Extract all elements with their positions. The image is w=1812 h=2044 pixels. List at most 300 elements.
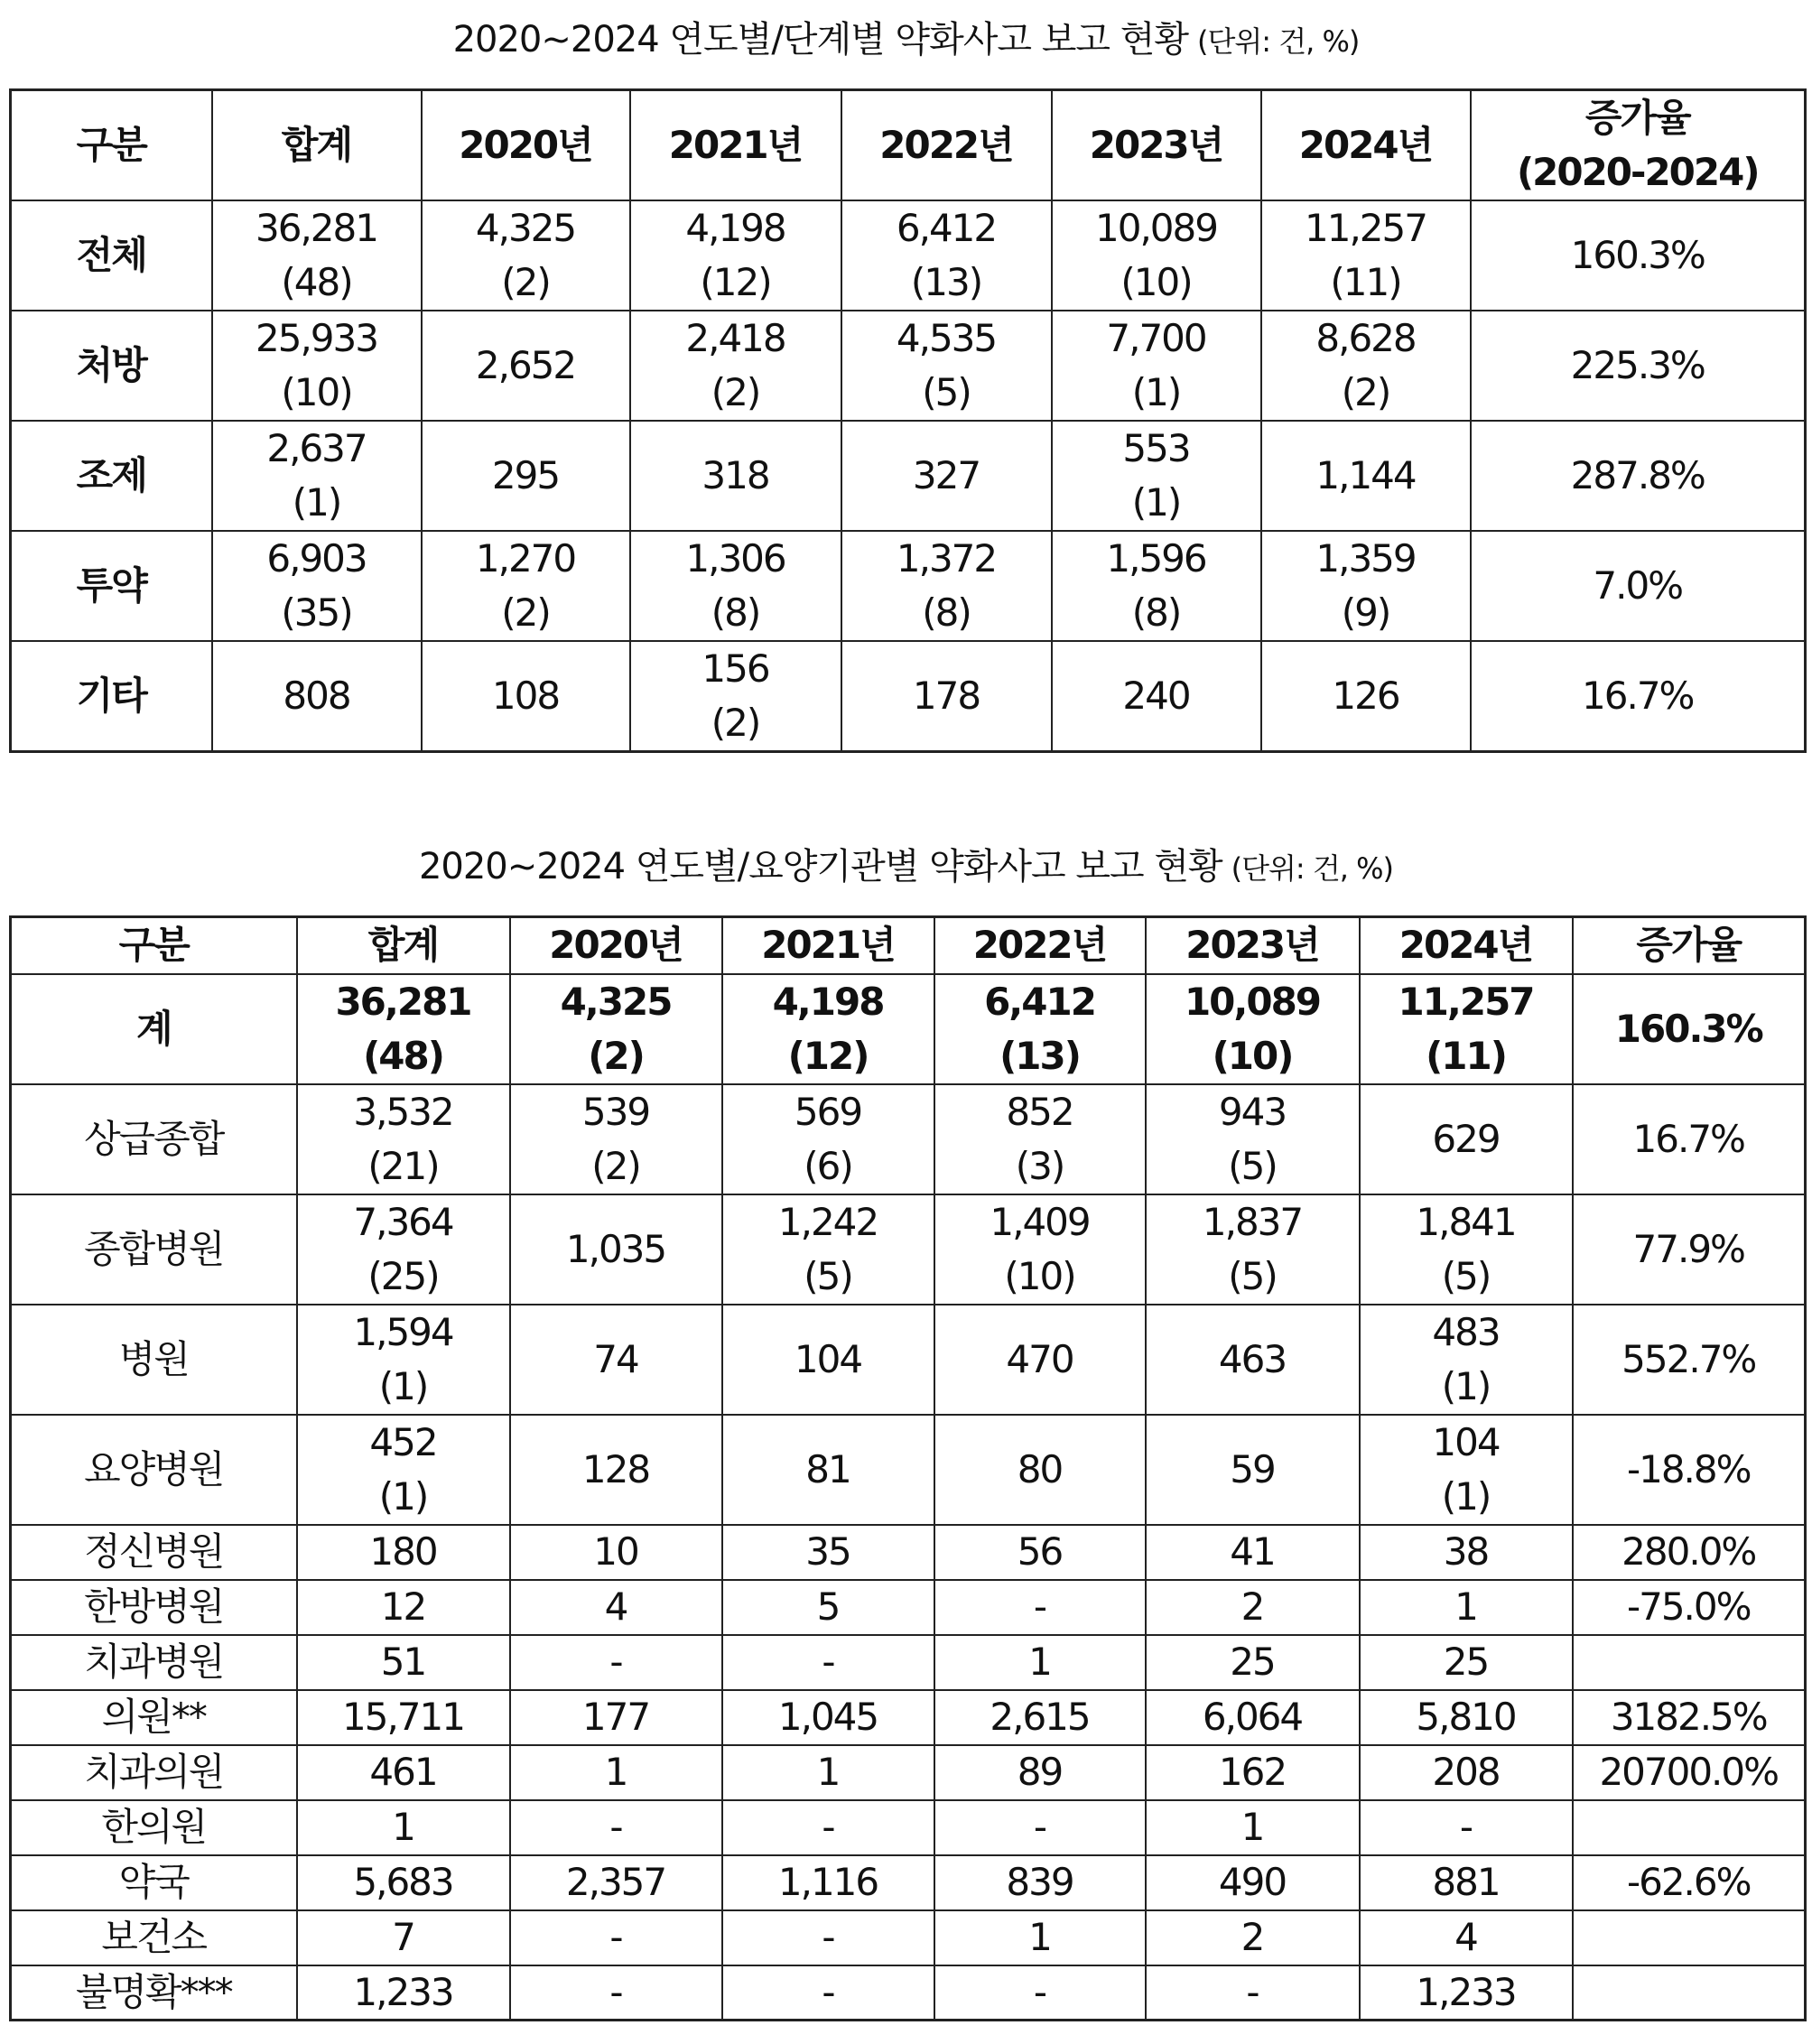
- cell-line: 1,233: [353, 1969, 453, 2014]
- table-cell: [1360, 974, 1573, 1084]
- cell-line: -: [1033, 1584, 1046, 1629]
- table-cell: [934, 1745, 1146, 1800]
- table-cell: [841, 421, 1052, 531]
- cell-line: 1: [1241, 1805, 1264, 1849]
- table-cell: [212, 641, 422, 752]
- table-cell: [1573, 1194, 1806, 1305]
- table-cell: [841, 200, 1052, 311]
- cell-line: 156: [702, 646, 769, 691]
- cell-line: 56: [1017, 1529, 1063, 1574]
- table-cell: [1471, 531, 1806, 641]
- table-cell: [1146, 1800, 1360, 1855]
- row-label: 한의원: [11, 1800, 297, 1855]
- table-cell: [722, 1305, 934, 1415]
- cell-line: 1: [1028, 1915, 1051, 1959]
- cell-line: 7.0%: [1593, 563, 1683, 608]
- cell-line: (2): [591, 1143, 640, 1188]
- institution-report-table: [9, 915, 1807, 2021]
- table-cell: [297, 1580, 510, 1635]
- row-label: 병원: [11, 1305, 297, 1415]
- cell-line: 1: [604, 1750, 627, 1794]
- row-label: 투약: [11, 531, 212, 641]
- cell-line: (8): [922, 590, 971, 635]
- cell-line: 1,409: [990, 1199, 1090, 1244]
- row-label: 불명확***: [11, 1965, 297, 2021]
- cell-line: 881: [1432, 1860, 1500, 1904]
- table-cell: [212, 421, 422, 531]
- cell-line: (1): [1131, 480, 1181, 525]
- table-cell: [422, 200, 630, 311]
- table-row: [11, 1305, 1806, 1415]
- column-header: 2020년: [510, 917, 722, 974]
- table-cell: [297, 1635, 510, 1690]
- cell-line: 4,198: [772, 979, 884, 1024]
- table-cell: [934, 1910, 1146, 1965]
- table-row: [11, 1910, 1806, 1965]
- cell-line: 318: [702, 453, 769, 497]
- table-cell: [1146, 1690, 1360, 1745]
- table-row: [11, 1690, 1806, 1745]
- cell-line: 1,242: [777, 1199, 878, 1244]
- cell-line: (5): [1228, 1143, 1277, 1188]
- table-cell: [1146, 1580, 1360, 1635]
- cell-line: 2,652: [475, 343, 576, 387]
- table-cell: [630, 531, 841, 641]
- row-label: 정신병원: [11, 1525, 297, 1580]
- table-row: [11, 311, 1806, 421]
- cell-line: 1,116: [777, 1860, 878, 1904]
- table-cell: [510, 974, 722, 1084]
- header-line: 증가율: [1636, 923, 1742, 968]
- cell-line: -: [1246, 1969, 1259, 2014]
- cell-line: 16.7%: [1632, 1116, 1744, 1161]
- table-cell: [1261, 200, 1471, 311]
- cell-line: -: [609, 1640, 622, 1684]
- table-cell: [1573, 1745, 1806, 1800]
- table-cell: [212, 531, 422, 641]
- cell-line: (1): [292, 480, 341, 525]
- cell-line: 470: [1006, 1336, 1073, 1381]
- table-cell: [1573, 1580, 1806, 1635]
- cell-line: (21): [367, 1143, 439, 1188]
- row-label: 조제: [11, 421, 212, 531]
- cell-line: 287.8%: [1570, 453, 1705, 497]
- table-cell: [1261, 531, 1471, 641]
- table-cell: [510, 1525, 722, 1580]
- cell-line: 2,418: [685, 316, 785, 360]
- table-cell: [1573, 1415, 1806, 1525]
- row-label: 처방: [11, 311, 212, 421]
- column-header: 2023년: [1052, 90, 1261, 201]
- table1-unit: (단위: 건, %): [1196, 24, 1360, 59]
- table-cell: [297, 1855, 510, 1910]
- table-cell: [510, 1965, 722, 2021]
- cell-line: 4,198: [685, 206, 785, 250]
- table-cell: [934, 1855, 1146, 1910]
- cell-line: 2: [1241, 1584, 1264, 1629]
- table-cell: [1360, 1580, 1573, 1635]
- cell-line: 4,535: [896, 316, 997, 360]
- row-label: 의원**: [11, 1690, 297, 1745]
- cell-line: (2): [1341, 370, 1390, 414]
- cell-line: 104: [1432, 1419, 1500, 1464]
- column-header: 2024년: [1360, 917, 1573, 974]
- table-cell: [934, 1690, 1146, 1745]
- cell-line: (13): [910, 260, 982, 304]
- stage-report-table: [9, 88, 1807, 753]
- table-cell: [510, 1305, 722, 1415]
- table-cell: [1052, 421, 1261, 531]
- cell-line: 6,412: [896, 206, 997, 250]
- cell-line: (9): [1341, 590, 1390, 635]
- cell-line: -: [1033, 1969, 1046, 2014]
- table-cell: [510, 1910, 722, 1965]
- table-cell: [297, 1965, 510, 2021]
- cell-line: 74: [593, 1336, 638, 1381]
- cell-line: (1): [378, 1363, 428, 1408]
- cell-line: 6,903: [266, 536, 367, 581]
- cell-line: 7: [392, 1915, 414, 1959]
- table-cell: [1360, 1415, 1573, 1525]
- cell-line: 1,233: [1416, 1969, 1516, 2014]
- header-row: [11, 90, 1806, 201]
- cell-line: 1,359: [1315, 536, 1416, 581]
- table1-title: [0, 11, 1812, 62]
- table-cell: [630, 421, 841, 531]
- cell-line: 839: [1006, 1860, 1073, 1904]
- header-line: 증가율: [1584, 96, 1690, 140]
- cell-line: 108: [491, 674, 560, 718]
- table-row: [11, 1965, 1806, 2021]
- column-header: 합계: [297, 917, 510, 974]
- cell-line: 2,615: [990, 1695, 1090, 1739]
- cell-line: 25: [1230, 1640, 1275, 1684]
- table-cell: [934, 1525, 1146, 1580]
- column-header: 2023년: [1146, 917, 1360, 974]
- table-cell: [1146, 1305, 1360, 1415]
- table-cell: [722, 1855, 934, 1910]
- cell-line: 104: [794, 1336, 862, 1381]
- table-cell: [934, 1305, 1146, 1415]
- header-row: [11, 917, 1806, 974]
- cell-line: (10): [1004, 1253, 1075, 1298]
- table-cell: [297, 974, 510, 1084]
- table-row: [11, 1800, 1806, 1855]
- cell-line: 51: [380, 1640, 426, 1684]
- cell-line: -: [1459, 1805, 1473, 1849]
- table-cell: [297, 1745, 510, 1800]
- table-row: [11, 1525, 1806, 1580]
- table-cell: [1261, 311, 1471, 421]
- cell-line: (12): [787, 1033, 869, 1078]
- cell-line: 1,306: [685, 536, 785, 581]
- cell-line: -75.0%: [1626, 1584, 1751, 1629]
- table-row: [11, 1580, 1806, 1635]
- cell-line: 35: [805, 1529, 850, 1574]
- cell-line: 808: [283, 674, 350, 718]
- table-cell: [630, 641, 841, 752]
- table-cell: [1146, 1635, 1360, 1690]
- cell-line: (10): [1212, 1033, 1293, 1078]
- table-cell: [722, 1910, 934, 1965]
- table-cell: [1146, 1084, 1360, 1194]
- cell-line: 4,325: [475, 206, 576, 250]
- table-cell: [297, 1690, 510, 1745]
- cell-line: 89: [1017, 1750, 1063, 1794]
- table-cell: [422, 641, 630, 752]
- cell-line: 128: [581, 1446, 650, 1491]
- table-cell: [1360, 1635, 1573, 1690]
- table-cell: [722, 974, 934, 1084]
- table-row: [11, 1635, 1806, 1690]
- table-cell: [934, 1084, 1146, 1194]
- table-cell: [1573, 1084, 1806, 1194]
- cell-line: 178: [912, 674, 980, 718]
- row-label: 계: [11, 974, 297, 1084]
- table-cell: [722, 1800, 934, 1855]
- table-cell: [1471, 311, 1806, 421]
- cell-line: 59: [1230, 1446, 1275, 1491]
- table-cell: [1471, 200, 1806, 311]
- table-cell: [1146, 1855, 1360, 1910]
- cell-line: (11): [1330, 260, 1401, 304]
- table-cell: [722, 1084, 934, 1194]
- cell-line: 1: [1454, 1584, 1477, 1629]
- table-cell: [934, 1800, 1146, 1855]
- cell-line: (8): [1131, 590, 1181, 635]
- cell-line: 2,637: [266, 426, 367, 470]
- table-cell: [1573, 1690, 1806, 1745]
- cell-line: (5): [1441, 1253, 1491, 1298]
- cell-line: 126: [1332, 674, 1399, 718]
- table-cell: [510, 1194, 722, 1305]
- table-cell: [934, 1415, 1146, 1525]
- table-cell: [510, 1855, 722, 1910]
- row-label: 종합병원: [11, 1194, 297, 1305]
- cell-line: (2): [501, 260, 550, 304]
- cell-line: -62.6%: [1626, 1860, 1751, 1904]
- table-cell: [1573, 1965, 1806, 2021]
- cell-line: 629: [1432, 1116, 1500, 1161]
- cell-line: 38: [1443, 1529, 1489, 1574]
- table-cell: [841, 531, 1052, 641]
- table-cell: [841, 641, 1052, 752]
- table-cell: [212, 311, 422, 421]
- cell-line: 41: [1230, 1529, 1275, 1574]
- header-line: (2020-2024): [1516, 150, 1759, 194]
- table-cell: [1360, 1965, 1573, 2021]
- cell-line: (35): [281, 590, 352, 635]
- cell-line: 1,270: [475, 536, 576, 581]
- cell-line: 1,596: [1106, 536, 1206, 581]
- cell-line: 160.3%: [1614, 1006, 1762, 1051]
- cell-line: 4,325: [560, 979, 672, 1024]
- cell-line: -: [609, 1805, 622, 1849]
- cell-line: (2): [588, 1033, 644, 1078]
- table-cell: [1471, 421, 1806, 531]
- table-cell: [934, 974, 1146, 1084]
- table-cell: [1360, 1745, 1573, 1800]
- cell-line: (5): [1228, 1253, 1277, 1298]
- table-cell: [630, 311, 841, 421]
- cell-line: 3,532: [353, 1089, 453, 1134]
- table-cell: [722, 1745, 934, 1800]
- table-cell: [1052, 641, 1261, 752]
- table-cell: [1573, 1855, 1806, 1910]
- cell-line: 490: [1218, 1860, 1287, 1904]
- cell-line: 461: [369, 1750, 437, 1794]
- cell-line: 1,841: [1416, 1199, 1516, 1244]
- table-cell: [1052, 531, 1261, 641]
- table-cell: [510, 1690, 722, 1745]
- cell-line: 327: [912, 453, 980, 497]
- table-cell: [422, 531, 630, 641]
- cell-line: 11,257: [1305, 206, 1426, 250]
- cell-line: -: [822, 1640, 834, 1684]
- cell-line: 1: [816, 1750, 840, 1794]
- cell-line: 295: [491, 453, 560, 497]
- cell-line: (1): [1441, 1473, 1491, 1519]
- cell-line: 81: [805, 1446, 850, 1491]
- table-cell: [722, 1194, 934, 1305]
- column-header: 합계: [212, 90, 422, 201]
- cell-line: 5,810: [1416, 1695, 1516, 1739]
- cell-line: 162: [1218, 1750, 1287, 1794]
- cell-line: 15,711: [342, 1695, 464, 1739]
- table-cell: [1261, 421, 1471, 531]
- cell-line: 25: [1443, 1640, 1489, 1684]
- table-cell: [1360, 1305, 1573, 1415]
- table-cell: [934, 1965, 1146, 2021]
- column-header: 2022년: [841, 90, 1052, 201]
- table-cell: [1360, 1855, 1573, 1910]
- cell-line: (25): [367, 1253, 439, 1298]
- cell-line: (11): [1426, 1033, 1506, 1078]
- row-label: 전체: [11, 200, 212, 311]
- cell-line: 80: [1017, 1446, 1063, 1491]
- table-cell: [722, 1965, 934, 2021]
- table-cell: [630, 200, 841, 311]
- cell-line: (1): [1441, 1363, 1491, 1408]
- column-header: 2022년: [934, 917, 1146, 974]
- cell-line: 2,357: [565, 1860, 666, 1904]
- cell-line: 569: [794, 1089, 862, 1134]
- table-cell: [297, 1525, 510, 1580]
- cell-line: 10,089: [1095, 206, 1217, 250]
- row-label: 약국: [11, 1855, 297, 1910]
- table-row: [11, 1855, 1806, 1910]
- cell-line: (2): [711, 370, 760, 414]
- table-cell: [841, 311, 1052, 421]
- table-cell: [1146, 974, 1360, 1084]
- table-cell: [1146, 1415, 1360, 1525]
- cell-line: 4: [604, 1584, 627, 1629]
- row-label: 치과병원: [11, 1635, 297, 1690]
- table-row: [11, 1084, 1806, 1194]
- cell-line: 240: [1122, 674, 1190, 718]
- cell-line: 6,064: [1202, 1695, 1303, 1739]
- table-cell: [1471, 641, 1806, 752]
- cell-line: 10: [593, 1529, 638, 1574]
- column-header: 구분: [11, 917, 297, 974]
- table-cell: [510, 1580, 722, 1635]
- row-label: 요양병원: [11, 1415, 297, 1525]
- table-cell: [934, 1635, 1146, 1690]
- table-cell: [510, 1745, 722, 1800]
- table-cell: [297, 1910, 510, 1965]
- table-row: [11, 641, 1806, 752]
- row-label: 치과의원: [11, 1745, 297, 1800]
- table-cell: [510, 1084, 722, 1194]
- cell-line: (3): [1015, 1143, 1064, 1188]
- row-label: 기타: [11, 641, 212, 752]
- cell-line: (2): [711, 701, 760, 745]
- table-cell: [297, 1800, 510, 1855]
- table-cell: [722, 1415, 934, 1525]
- table-cell: [1360, 1690, 1573, 1745]
- cell-line: 553: [1122, 426, 1190, 470]
- table-cell: [1052, 311, 1261, 421]
- table-cell: [1146, 1525, 1360, 1580]
- cell-line: 177: [581, 1695, 650, 1739]
- cell-line: 16.7%: [1582, 674, 1694, 718]
- cell-line: -: [1033, 1805, 1046, 1849]
- cell-line: (1): [378, 1473, 428, 1519]
- cell-line: -18.8%: [1626, 1446, 1751, 1491]
- table-cell: [1146, 1910, 1360, 1965]
- table-cell: [510, 1635, 722, 1690]
- table1-title-text: 2020~2024 연도별/단계별 약화사고 보고 현황: [452, 19, 1188, 60]
- table-cell: [1573, 1800, 1806, 1855]
- table-cell: [1261, 641, 1471, 752]
- cell-line: 8,628: [1315, 316, 1416, 360]
- cell-line: 12: [380, 1584, 426, 1629]
- table-cell: [1146, 1745, 1360, 1800]
- table-row: [11, 1745, 1806, 1800]
- row-label: 상급종합: [11, 1084, 297, 1194]
- table-cell: [722, 1580, 934, 1635]
- table-cell: [422, 311, 630, 421]
- cell-line: (2): [501, 590, 550, 635]
- table-cell: [934, 1580, 1146, 1635]
- table-cell: [1573, 1635, 1806, 1690]
- cell-line: 208: [1432, 1750, 1500, 1794]
- table-row: [11, 974, 1806, 1084]
- table-cell: [1573, 1910, 1806, 1965]
- cell-line: (1): [1131, 370, 1181, 414]
- cell-line: (10): [1120, 260, 1192, 304]
- cell-line: 5,683: [353, 1860, 453, 1904]
- table-cell: [722, 1690, 934, 1745]
- table-cell: [934, 1194, 1146, 1305]
- cell-line: 1,372: [896, 536, 997, 581]
- cell-line: 1: [1028, 1640, 1051, 1684]
- column-header: 2021년: [722, 917, 934, 974]
- table-cell: [297, 1084, 510, 1194]
- table-cell: [297, 1194, 510, 1305]
- table2-unit: (단위: 건, %): [1231, 851, 1394, 886]
- cell-line: 3182.5%: [1610, 1695, 1767, 1739]
- cell-line: 1,837: [1202, 1199, 1303, 1244]
- table-cell: [510, 1800, 722, 1855]
- table-cell: [1573, 974, 1806, 1084]
- cell-line: 483: [1432, 1309, 1500, 1354]
- table-cell: [510, 1415, 722, 1525]
- table-cell: [297, 1415, 510, 1525]
- table-row: [11, 421, 1806, 531]
- table-cell: [1573, 1525, 1806, 1580]
- cell-line: 20700.0%: [1599, 1750, 1779, 1794]
